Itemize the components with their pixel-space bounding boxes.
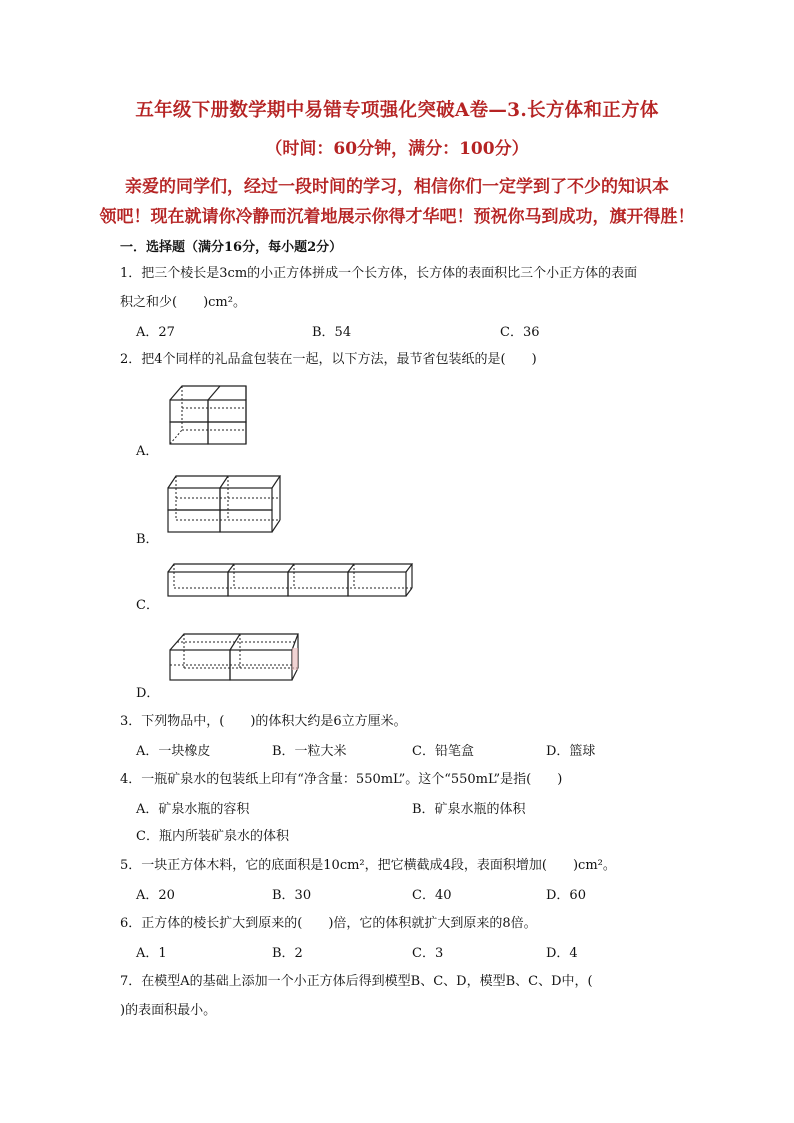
q2-option-b-label[interactable]: B． <box>136 532 159 547</box>
q5-option-a[interactable]: A．20 <box>136 888 175 903</box>
q3-option-b[interactable]: B．一粒大米 <box>272 744 347 759</box>
greeting-line-2: 领吧！现在就请你冷静而沉着地展示你得才华吧！预祝你马到成功，旗开得胜！ <box>99 207 695 227</box>
greeting-line-1: 亲爱的同学们，经过一段时间的学习，相信你们一定学到了不少的知识本 <box>125 177 669 197</box>
q3-option-d[interactable]: D．篮球 <box>546 744 596 759</box>
q4-option-c[interactable]: C．瓶内所装矿泉水的体积 <box>136 829 289 844</box>
q1-option-b[interactable]: B．54 <box>312 325 352 340</box>
page-title: 五年级下册数学期中易错专项强化突破A卷—3.长方体和正方体 <box>135 100 659 121</box>
box-stack-b-diagram <box>164 470 282 538</box>
q3-option-a[interactable]: A．一块橡皮 <box>136 744 211 759</box>
page-subtitle: （时间：60分钟，满分：100分） <box>265 139 529 159</box>
q2-figure-a[interactable] <box>164 378 254 448</box>
q5-option-b[interactable]: B．30 <box>272 888 312 903</box>
question-7-line-1: 7．在模型A的基础上添加一个小正方体后得到模型B、C、D，模型B、C、D中，( <box>120 974 593 989</box>
q1-option-c[interactable]: C．36 <box>500 325 540 340</box>
question-4: 4．一瓶矿泉水的包装纸上印有“净含量：550mL”。这个“550mL”是指( ) <box>120 772 563 787</box>
section-heading: 一．选择题（满分16分，每小题2分） <box>120 240 343 255</box>
q4-option-a[interactable]: A．矿泉水瓶的容积 <box>136 802 250 817</box>
q2-figure-c[interactable] <box>164 560 416 600</box>
q5-option-c[interactable]: C．40 <box>412 888 452 903</box>
box-block-d-diagram <box>164 628 304 686</box>
question-1-line-1: 1．把三个棱长是3cm的小正方体拼成一个长方体，长方体的表面积比三个小正方体的表面 <box>120 266 638 281</box>
q1-option-a[interactable]: A．27 <box>136 325 175 340</box>
q3-option-c[interactable]: C．铅笔盒 <box>412 744 474 759</box>
q2-figure-d[interactable] <box>164 628 304 686</box>
q2-option-c-label[interactable]: C． <box>136 598 159 613</box>
question-1-line-2: 积之和少( )cm²。 <box>120 295 246 310</box>
q5-option-d[interactable]: D．60 <box>546 888 586 903</box>
question-6: 6．正方体的棱长扩大到原来的( )倍，它的体积就扩大到原来的8倍。 <box>120 916 537 931</box>
box-row-c-diagram <box>164 560 416 600</box>
q2-option-a-label[interactable]: A． <box>136 444 159 459</box>
q6-option-a[interactable]: A．1 <box>136 946 167 961</box>
q2-figure-b[interactable] <box>164 470 282 538</box>
q2-option-d-label[interactable]: D． <box>136 686 160 701</box>
q6-option-c[interactable]: C．3 <box>412 946 444 961</box>
q4-option-b[interactable]: B．矿泉水瓶的体积 <box>412 802 526 817</box>
q6-option-b[interactable]: B．2 <box>272 946 303 961</box>
question-2: 2．把4个同样的礼品盒包装在一起，以下方法，最节省包装纸的是( ) <box>120 352 537 367</box>
question-7-line-2: )的表面积最小。 <box>120 1003 217 1018</box>
question-3: 3．下列物品中，( )的体积大约是6立方厘米。 <box>120 714 407 729</box>
q6-option-d[interactable]: D．4 <box>546 946 578 961</box>
box-stack-a-diagram <box>164 378 254 448</box>
question-5: 5．一块正方体木料，它的底面积是10cm²，把它横截成4段，表面积增加( )cm²。 <box>120 858 616 873</box>
